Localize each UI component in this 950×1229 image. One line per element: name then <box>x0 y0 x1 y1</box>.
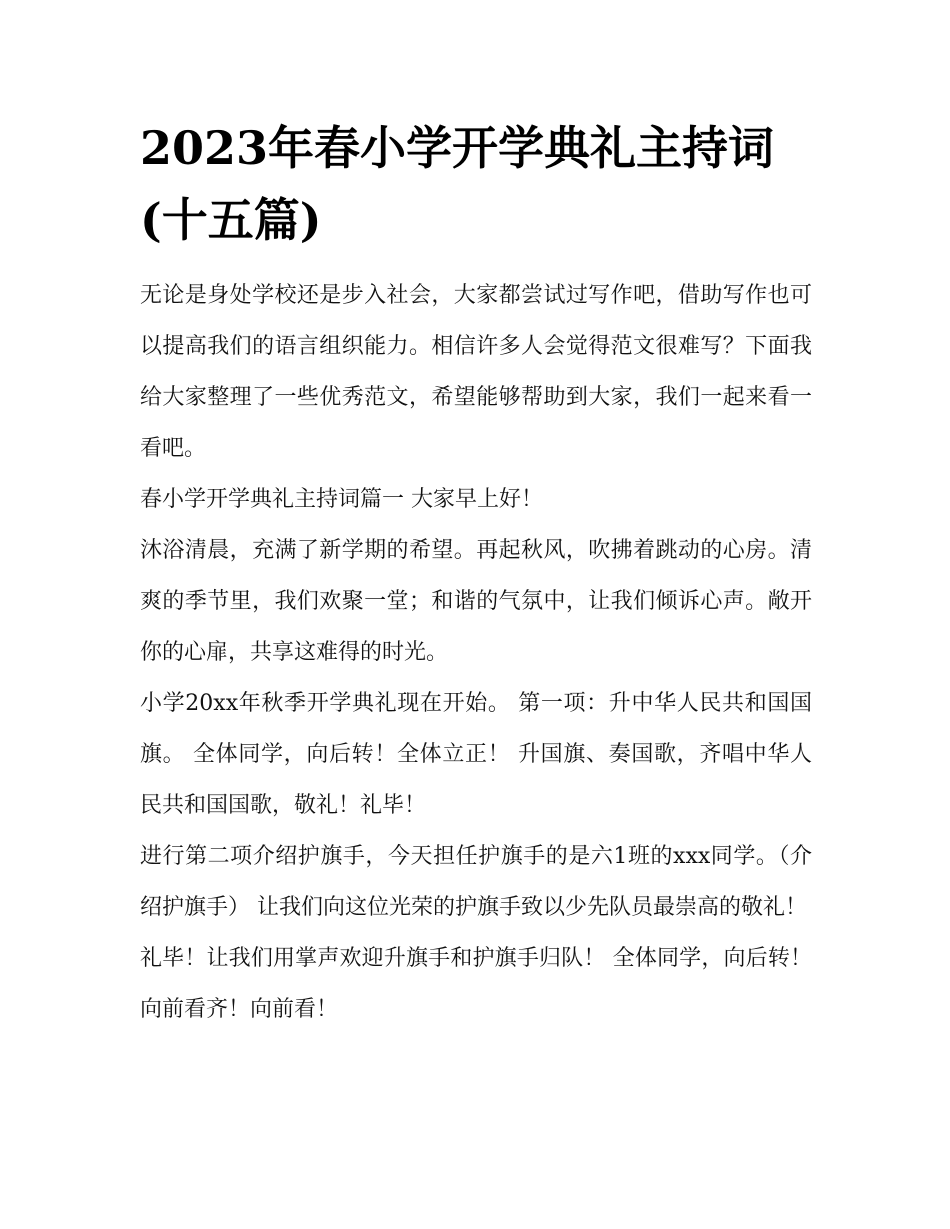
flag-raising-paragraph: 小学20xx年秋季开学典礼现在开始。 第一项：升中华人民共和国国旗。 全体同学，向后转！全体立正！ 升国旗、奏国歌，齐唱中华人民共和国国歌，敬礼！礼毕！ <box>140 691 812 818</box>
opening-paragraph: 沐浴清晨，充满了新学期的希望。再起秋风，吹拂着跳动的心房。清爽的季节里，我们欢聚一堂；和谐的气氛中，让我们倾诉心声。敞开你的心扉，共享这难得的时光。 <box>140 538 812 665</box>
document-title: 2023年春小学开学典礼主持词(十五篇) <box>140 121 775 247</box>
section-heading-paragraph: 春小学开学典礼主持词篇一 大家早上好！ <box>140 487 543 512</box>
intro-paragraph: 无论是身处学校还是步入社会，大家都尝试过写作吧，借助写作也可以提高我们的语言组织能力。相信许多人会觉得范文很难写？下面我给大家整理了一些优秀范文，希望能够帮助到大家，我们一起来看一看吧。 <box>140 283 812 461</box>
flag-guard-paragraph: 进行第二项介绍护旗手，今天担任护旗手的是六1班的xxx同学。（介绍护旗手） 让我们向这位光荣的护旗手致以少先队员最崇高的敬礼！ <box>140 844 812 920</box>
closing-paragraph: 礼毕！让我们用掌声欢迎升旗手和护旗手归队！ 全体同学，向后转！向前看齐！向前看！ <box>140 946 812 1022</box>
document-body <box>140 112 812 1035</box>
